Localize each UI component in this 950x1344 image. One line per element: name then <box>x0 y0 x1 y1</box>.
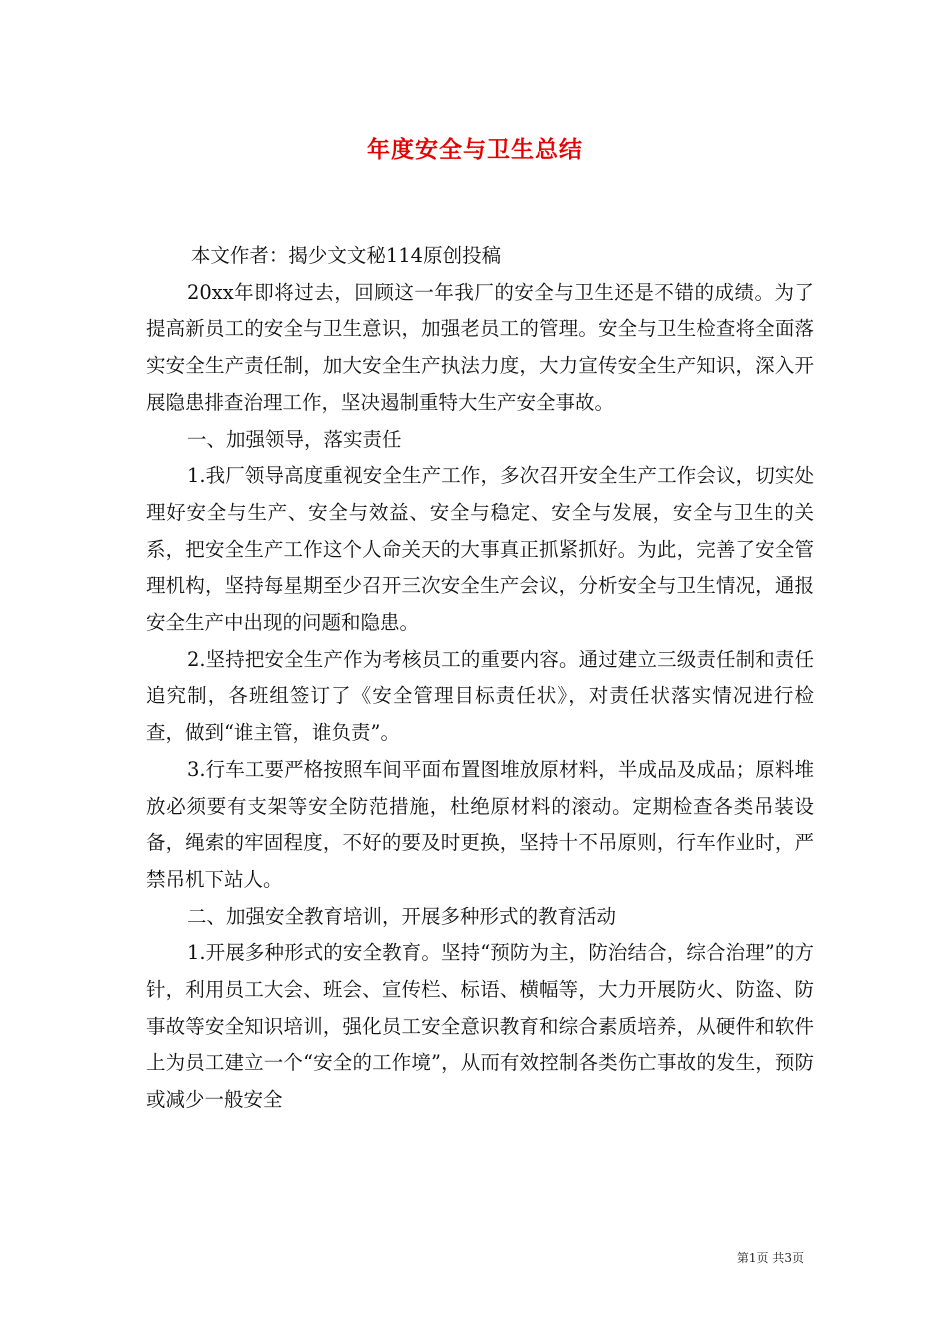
document-title: 年度安全与卫生总结 <box>367 136 583 163</box>
paragraph-1-3: 3.行车工要严格按照车间平面布置图堆放原材料，半成品及成品；原料堆放必须要有支架等安全防范措施，杜绝原材料的滚动。定期检查各类吊装设备，绳索的牢固程度，不好的要及时更换，坚持十不吊原则，行车作业时，严禁吊机下站人。 <box>146 757 814 891</box>
paragraph-intro: 20xx年即将过去，回顾这一年我厂的安全与卫生还是不错的成绩。为了提高新员工的安全与卫生意识，加强老员工的管理。安全与卫生检查将全面落实安全生产责任制，加大安全生产执法力度，大力宣传安全生产知识，深入开展隐患排查治理工作，坚决遏制重特大生产安全事故。 <box>146 280 814 414</box>
paragraph-1-1: 1.我厂领导高度重视安全生产工作，多次召开安全生产工作会议，切实处理好安全与生产、安全与效益、安全与稳定、安全与发展，安全与卫生的关系，把安全生产工作这个人命关天的大事真正抓紧抓好。为此，完善了安全管理机构，坚持每星期至少召开三次安全生产会议，分析安全与卫生情况，通报安全生产中出现的问题和隐患。 <box>146 464 814 635</box>
author-line: 本文作者：揭少文文秘114原创投稿 <box>190 244 502 267</box>
paragraph-2-1: 1.开展多种形式的安全教育。坚持“预防为主，防治结合，综合治理”的方针，利用员工大会、班会、宣传栏、标语、横幅等，大力开展防火、防盗、防事故等安全知识培训，强化员工安全意识教育和综合素质培养，从硬件和软件上为员工建立一个“安全的工作境”，从而有效控制各类伤亡事故的发生，预防或减少一般安全 <box>146 941 814 1112</box>
paragraph-1-2: 2.坚持把安全生产作为考核员工的重要内容。通过建立三级责任制和责任追究制，各班组签订了《安全管理目标责任状》，对责任状落实情况进行检查，做到“谁主管，谁负责”。 <box>146 647 814 745</box>
page-number-footer: 第1页 共3页 <box>736 1251 804 1265</box>
document-body <box>146 238 814 1119</box>
section-heading-2: 二、加强安全教育培训，开展多种形式的教育活动 <box>186 904 616 928</box>
section-heading-1: 一、加强领导，落实责任 <box>186 427 402 451</box>
